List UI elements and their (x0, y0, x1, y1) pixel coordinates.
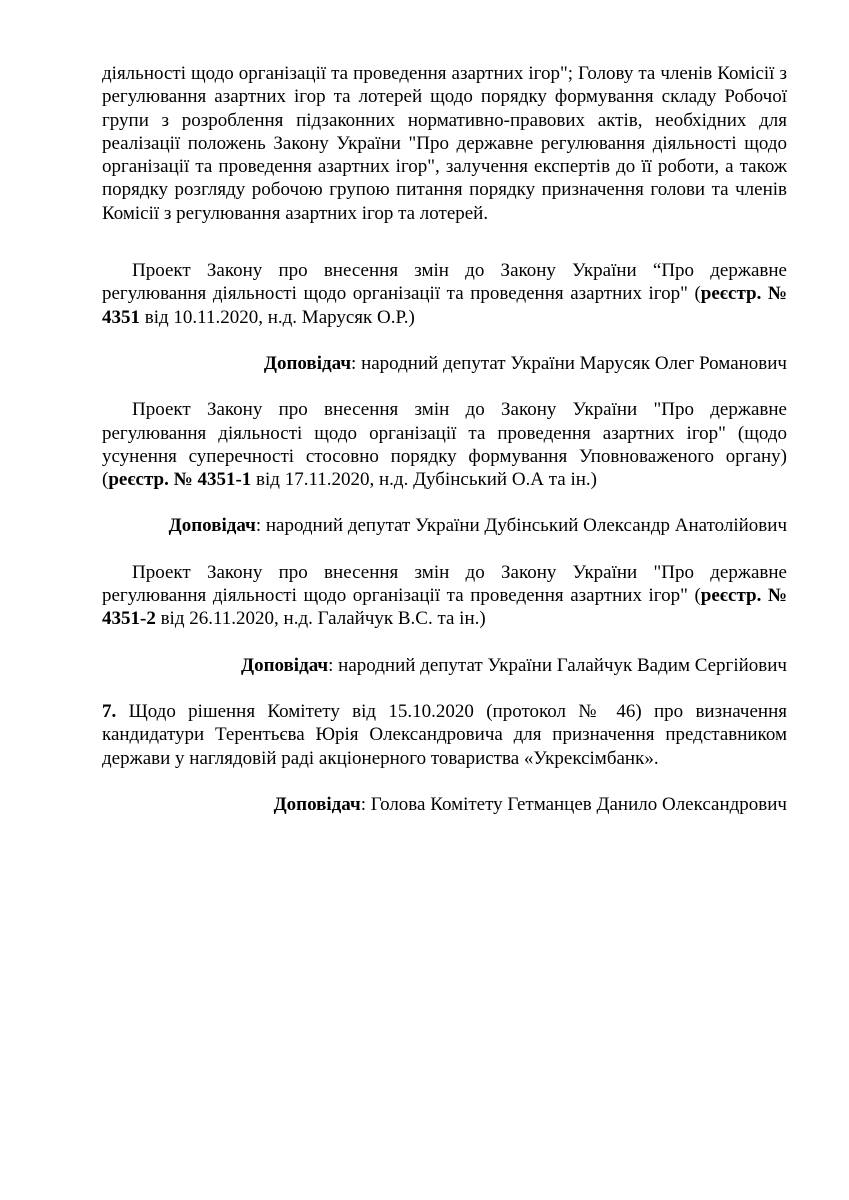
paragraph-continuation: діяльності щодо організації та проведення азартних ігор"; Голову та членів Комісії з регулювання азартних ігор та лотерей щодо порядку формування складу Робочої групи з розроблення підзаконних нормативно-правових актів, необхідних для реалізації положень Закону України "Про державне регулювання діяльності щодо організації та проведення азартних ігор", залучення експертів до її роботи, а також порядку розгляду робочою групою питання порядку призначення голови та членів Комісії з регулювання азартних ігор та лотерей. (102, 63, 787, 224)
speaker-label: Доповідач (263, 352, 352, 374)
item-7-number: 7. (102, 700, 117, 722)
bill-4351-1-text-before: Проект Закону про внесення змін до Закону України "Про державне регулювання діяльності щодо організації та проведення азартних ігор" (щодо усунення суперечності стосовно порядку формування Уповноваженого органу) ( (102, 399, 787, 491)
bill-4351-1-speaker (102, 514, 787, 537)
bill-4351-2-speaker (102, 654, 787, 677)
bill-4351-1-registration: реєстр. № 4351-1 (108, 469, 252, 491)
speaker-label: Доповідач (273, 793, 361, 815)
bill-4351-speaker (102, 352, 787, 375)
item-7-paragraph (102, 700, 787, 770)
item-7-text: Щодо рішення Комітету від 15.10.2020 (протокол № 46) про визначення кандидатури Терентьєва Юрія Олександровича для призначення представником держави у наглядовій раді акціонерного товариства «Укрексімбанк». (102, 700, 787, 769)
bill-4351-registration: реєстр. № 4351 (102, 283, 787, 328)
speaker-label: Доповідач (168, 515, 256, 537)
speaker-name: : народний депутат України Галайчук Вадим Сергійович (328, 654, 787, 676)
speaker-name: : народний депутат України Марусяк Олег Романович (351, 352, 787, 374)
speaker-label: Доповідач (241, 654, 329, 676)
bill-4351-2-paragraph (102, 561, 787, 631)
speaker-name: : Голова Комітету Гетманцев Данило Олександрович (360, 793, 787, 815)
bill-4351-2-text-before: Проект Закону про внесення змін до Закону України "Про державне регулювання діяльності щодо організації та проведення азартних ігор" ( (102, 561, 787, 607)
bill-4351-1-paragraph (102, 398, 787, 491)
bill-4351-text-after: від 10.11.2020, н.д. Марусяк О.Р.) (140, 306, 415, 328)
bill-4351-2-text-after: від 26.11.2020, н.д. Галайчук В.С. та ін.) (155, 608, 486, 630)
bill-4351-1-text-after: від 17.11.2020, н.д. Дубінський О.А та ін.) (251, 469, 598, 491)
speaker-name: : народний депутат України Дубінський Олександр Анатолійович (255, 515, 787, 537)
bill-4351-paragraph (102, 259, 787, 329)
item-7-speaker (102, 793, 787, 816)
document-body (102, 62, 787, 816)
bill-4351-2-registration: реєстр. № 4351-2 (102, 585, 787, 630)
bill-4351-text-before: Проект Закону про внесення змін до Закону України “Про державне регулювання діяльності щодо організації та проведення азартних ігор" ( (102, 260, 787, 305)
